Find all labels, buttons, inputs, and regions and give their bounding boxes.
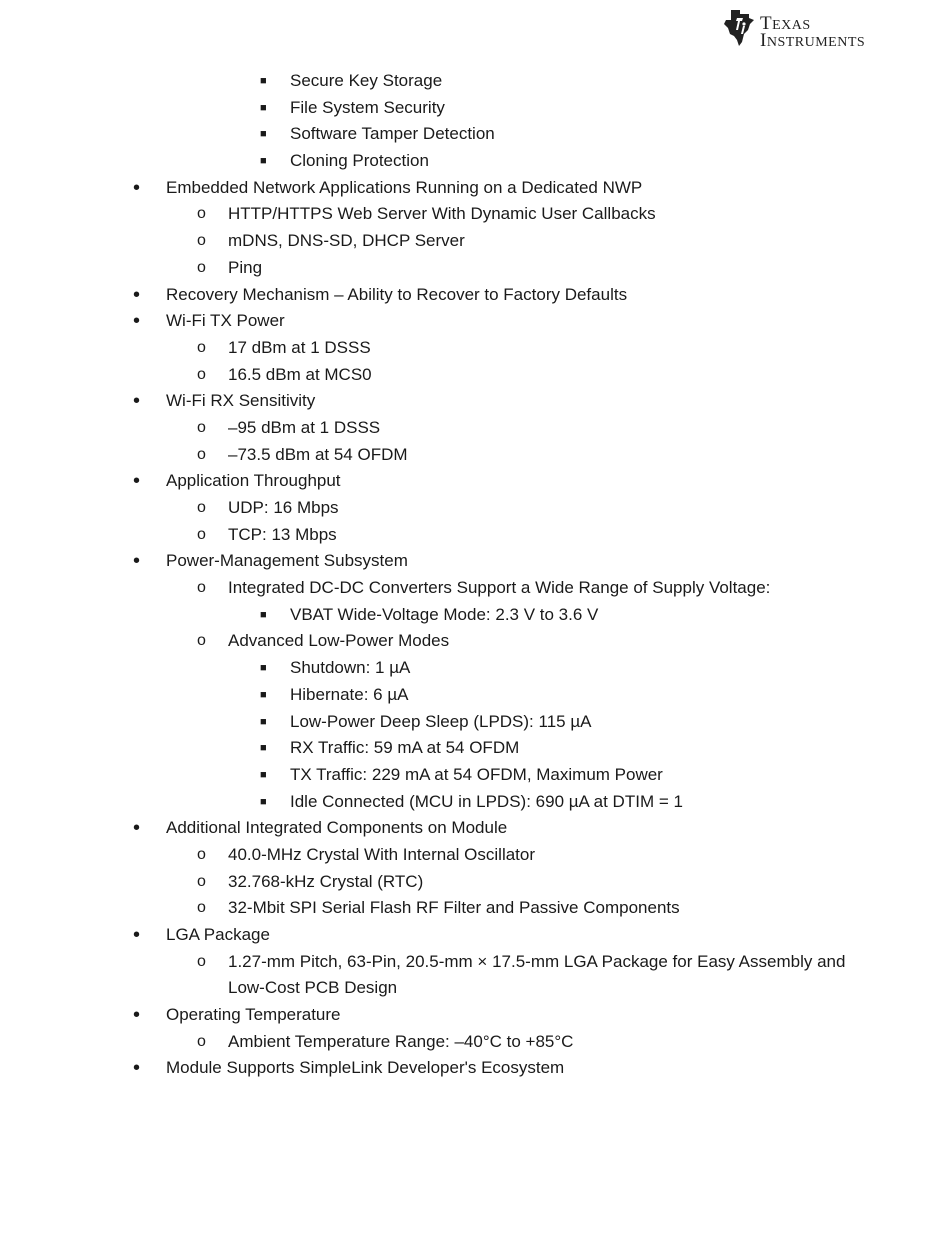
- bullet-marker: o: [197, 365, 206, 383]
- list-item: [0, 228, 950, 255]
- bullet-marker: •: [133, 283, 141, 306]
- list-item: [0, 522, 950, 549]
- list-item: [0, 895, 950, 922]
- list-item: [0, 789, 950, 816]
- list-item: [0, 548, 950, 575]
- list-item-text: Wi-Fi TX Power: [166, 311, 285, 331]
- bullet-marker: •: [133, 1057, 141, 1080]
- list-item-text: RX Traffic: 59 mA at 54 OFDM: [290, 738, 520, 758]
- list-item: [0, 68, 950, 95]
- list-item-text: HTTP/HTTPS Web Server With Dynamic User Callbacks: [228, 204, 656, 224]
- list-item: [0, 121, 950, 148]
- list-item-text: mDNS, DNS-SD, DHCP Server: [228, 231, 465, 251]
- list-item-text: LGA Package: [166, 925, 270, 944]
- bullet-marker: o: [197, 232, 206, 250]
- list-item-text: Additional Integrated Components on Module: [166, 818, 508, 838]
- bullet-marker: o: [197, 499, 206, 516]
- list-item: [0, 602, 950, 629]
- list-item: [0, 175, 950, 202]
- list-item: [0, 842, 950, 869]
- list-item-text: 17 dBm at 1 DSSS: [228, 337, 371, 357]
- list-item: [0, 362, 950, 389]
- list-item-text: Low-Power Deep Sleep (LPDS): 115 µA: [290, 711, 592, 731]
- list-item: [0, 201, 950, 228]
- list-item: [0, 628, 950, 655]
- list-item-text: Idle Connected (MCU in LPDS): 690 µA at DTIM = 1: [290, 791, 683, 811]
- list-item-text: 32-Mbit SPI Serial Flash RF Filter and Passive Components: [228, 898, 680, 918]
- list-item: [0, 575, 950, 602]
- list-item-text: Recovery Mechanism – Ability to Recover to Factory Defaults: [166, 284, 628, 304]
- bullet-marker: o: [197, 899, 206, 917]
- bullet-marker: o: [197, 338, 206, 356]
- bullet-marker: ■: [260, 75, 267, 87]
- list-item: [0, 735, 950, 762]
- bullet-marker: o: [197, 632, 206, 650]
- list-item-text: Cloning Protection: [290, 151, 429, 171]
- ti-logo-icon: [722, 8, 756, 48]
- list-item-text: 32.768-kHz Crystal (RTC): [228, 871, 424, 891]
- list-item-text: 16.5 dBm at MCS0: [228, 364, 372, 384]
- bullet-marker: •: [133, 176, 141, 199]
- list-item: [0, 148, 950, 175]
- list-item-text: Embedded Network Applications Running on a Dedicated NWP: [166, 177, 643, 197]
- ti-logo-line2: INSTRUMENTS: [760, 30, 866, 51]
- list-item: [0, 282, 950, 309]
- bullet-marker: •: [133, 550, 141, 573]
- bullet-marker: o: [197, 872, 206, 890]
- bullet-marker: ■: [260, 688, 267, 701]
- list-item-text: Advanced Low-Power Modes: [228, 631, 450, 651]
- bullet-marker: o: [197, 952, 206, 970]
- list-item-text: TCP: 13 Mbps: [228, 524, 337, 544]
- bullet-marker: ■: [260, 715, 267, 728]
- list-item-text: 40.0-MHz Crystal With Internal Oscillator: [228, 844, 536, 864]
- ti-logo-line1: TEXAS: [760, 13, 811, 34]
- bullet-marker: o: [197, 845, 206, 863]
- list-item: [0, 869, 950, 896]
- list-item: [0, 468, 950, 495]
- list-item-text: –95 dBm at 1 DSSS: [228, 417, 381, 437]
- list-item: [0, 95, 950, 122]
- bullet-marker: ■: [260, 128, 267, 141]
- bullet-marker: ■: [260, 155, 267, 168]
- list-item: [0, 495, 950, 522]
- list-item-text: File System Security: [290, 97, 445, 117]
- list-item: [0, 442, 950, 469]
- list-item: [0, 922, 950, 949]
- bullet-marker: o: [197, 258, 206, 276]
- list-item: [0, 762, 950, 789]
- list-item-text: –73.5 dBm at 54 OFDM: [228, 444, 408, 464]
- list-item-text: Operating Temperature: [166, 1005, 341, 1025]
- list-item: [0, 415, 950, 442]
- bullet-marker: o: [197, 579, 206, 597]
- bullet-marker: •: [133, 817, 141, 840]
- list-item-text: Software Tamper Detection: [290, 124, 495, 144]
- list-item: [0, 682, 950, 709]
- list-item-text: Wi-Fi RX Sensitivity: [166, 391, 316, 411]
- list-item-text: 1.27-mm Pitch, 63-Pin, 20.5-mm × 17.5-mm LGA Package for Easy Assembly and: [228, 951, 846, 971]
- list-item: [0, 255, 950, 282]
- list-item: [0, 975, 950, 1002]
- bullet-marker: o: [197, 445, 206, 463]
- bullet-marker: ■: [260, 608, 267, 621]
- list-item-text: Shutdown: 1 µA: [290, 658, 411, 678]
- list-item-text: UDP: 16 Mbps: [228, 498, 339, 517]
- list-item-text: Module Supports SimpleLink Developer's Ecosystem: [166, 1058, 565, 1078]
- bullet-marker: ■: [260, 662, 267, 675]
- feature-list: [0, 68, 950, 1082]
- list-item-text: Power-Management Subsystem: [166, 551, 408, 571]
- bullet-marker: •: [133, 924, 141, 946]
- list-item: [0, 709, 950, 736]
- list-item-text: Integrated DC-DC Converters Support a Wide Range of Supply Voltage:: [228, 578, 771, 598]
- list-item: [0, 1055, 950, 1082]
- list-item-text: Ambient Temperature Range: –40°C to +85°C: [228, 1031, 574, 1051]
- bullet-marker: o: [197, 525, 206, 543]
- bullet-marker: •: [133, 1004, 141, 1027]
- list-item-text: Hibernate: 6 µA: [290, 684, 409, 704]
- bullet-marker: •: [133, 470, 141, 493]
- bullet-marker: o: [197, 205, 206, 223]
- list-item-text: VBAT Wide-Voltage Mode: 2.3 V to 3.6 V: [290, 604, 599, 624]
- ti-logo: [722, 8, 882, 51]
- list-item: [0, 335, 950, 362]
- bullet-marker: ■: [260, 795, 267, 808]
- list-item: [0, 815, 950, 842]
- bullet-marker: •: [133, 310, 141, 333]
- list-item-text: Application Throughput: [166, 471, 341, 491]
- bullet-marker: ■: [260, 101, 267, 114]
- list-item-text: Secure Key Storage: [290, 71, 443, 90]
- list-item: [0, 949, 950, 976]
- list-item: [0, 1002, 950, 1029]
- list-item: [0, 388, 950, 415]
- bullet-marker: o: [197, 1032, 206, 1050]
- list-item: [0, 1029, 950, 1056]
- list-item: [0, 655, 950, 682]
- list-item: [0, 308, 950, 335]
- bullet-marker: •: [133, 390, 141, 413]
- bullet-marker: ■: [260, 768, 267, 781]
- list-item-text: Ping: [228, 257, 263, 277]
- list-item-text: TX Traffic: 229 mA at 54 OFDM, Maximum Power: [290, 764, 663, 784]
- bullet-marker: ■: [260, 742, 267, 755]
- list-item-text: Low-Cost PCB Design: [228, 978, 398, 998]
- bullet-marker: o: [197, 418, 206, 436]
